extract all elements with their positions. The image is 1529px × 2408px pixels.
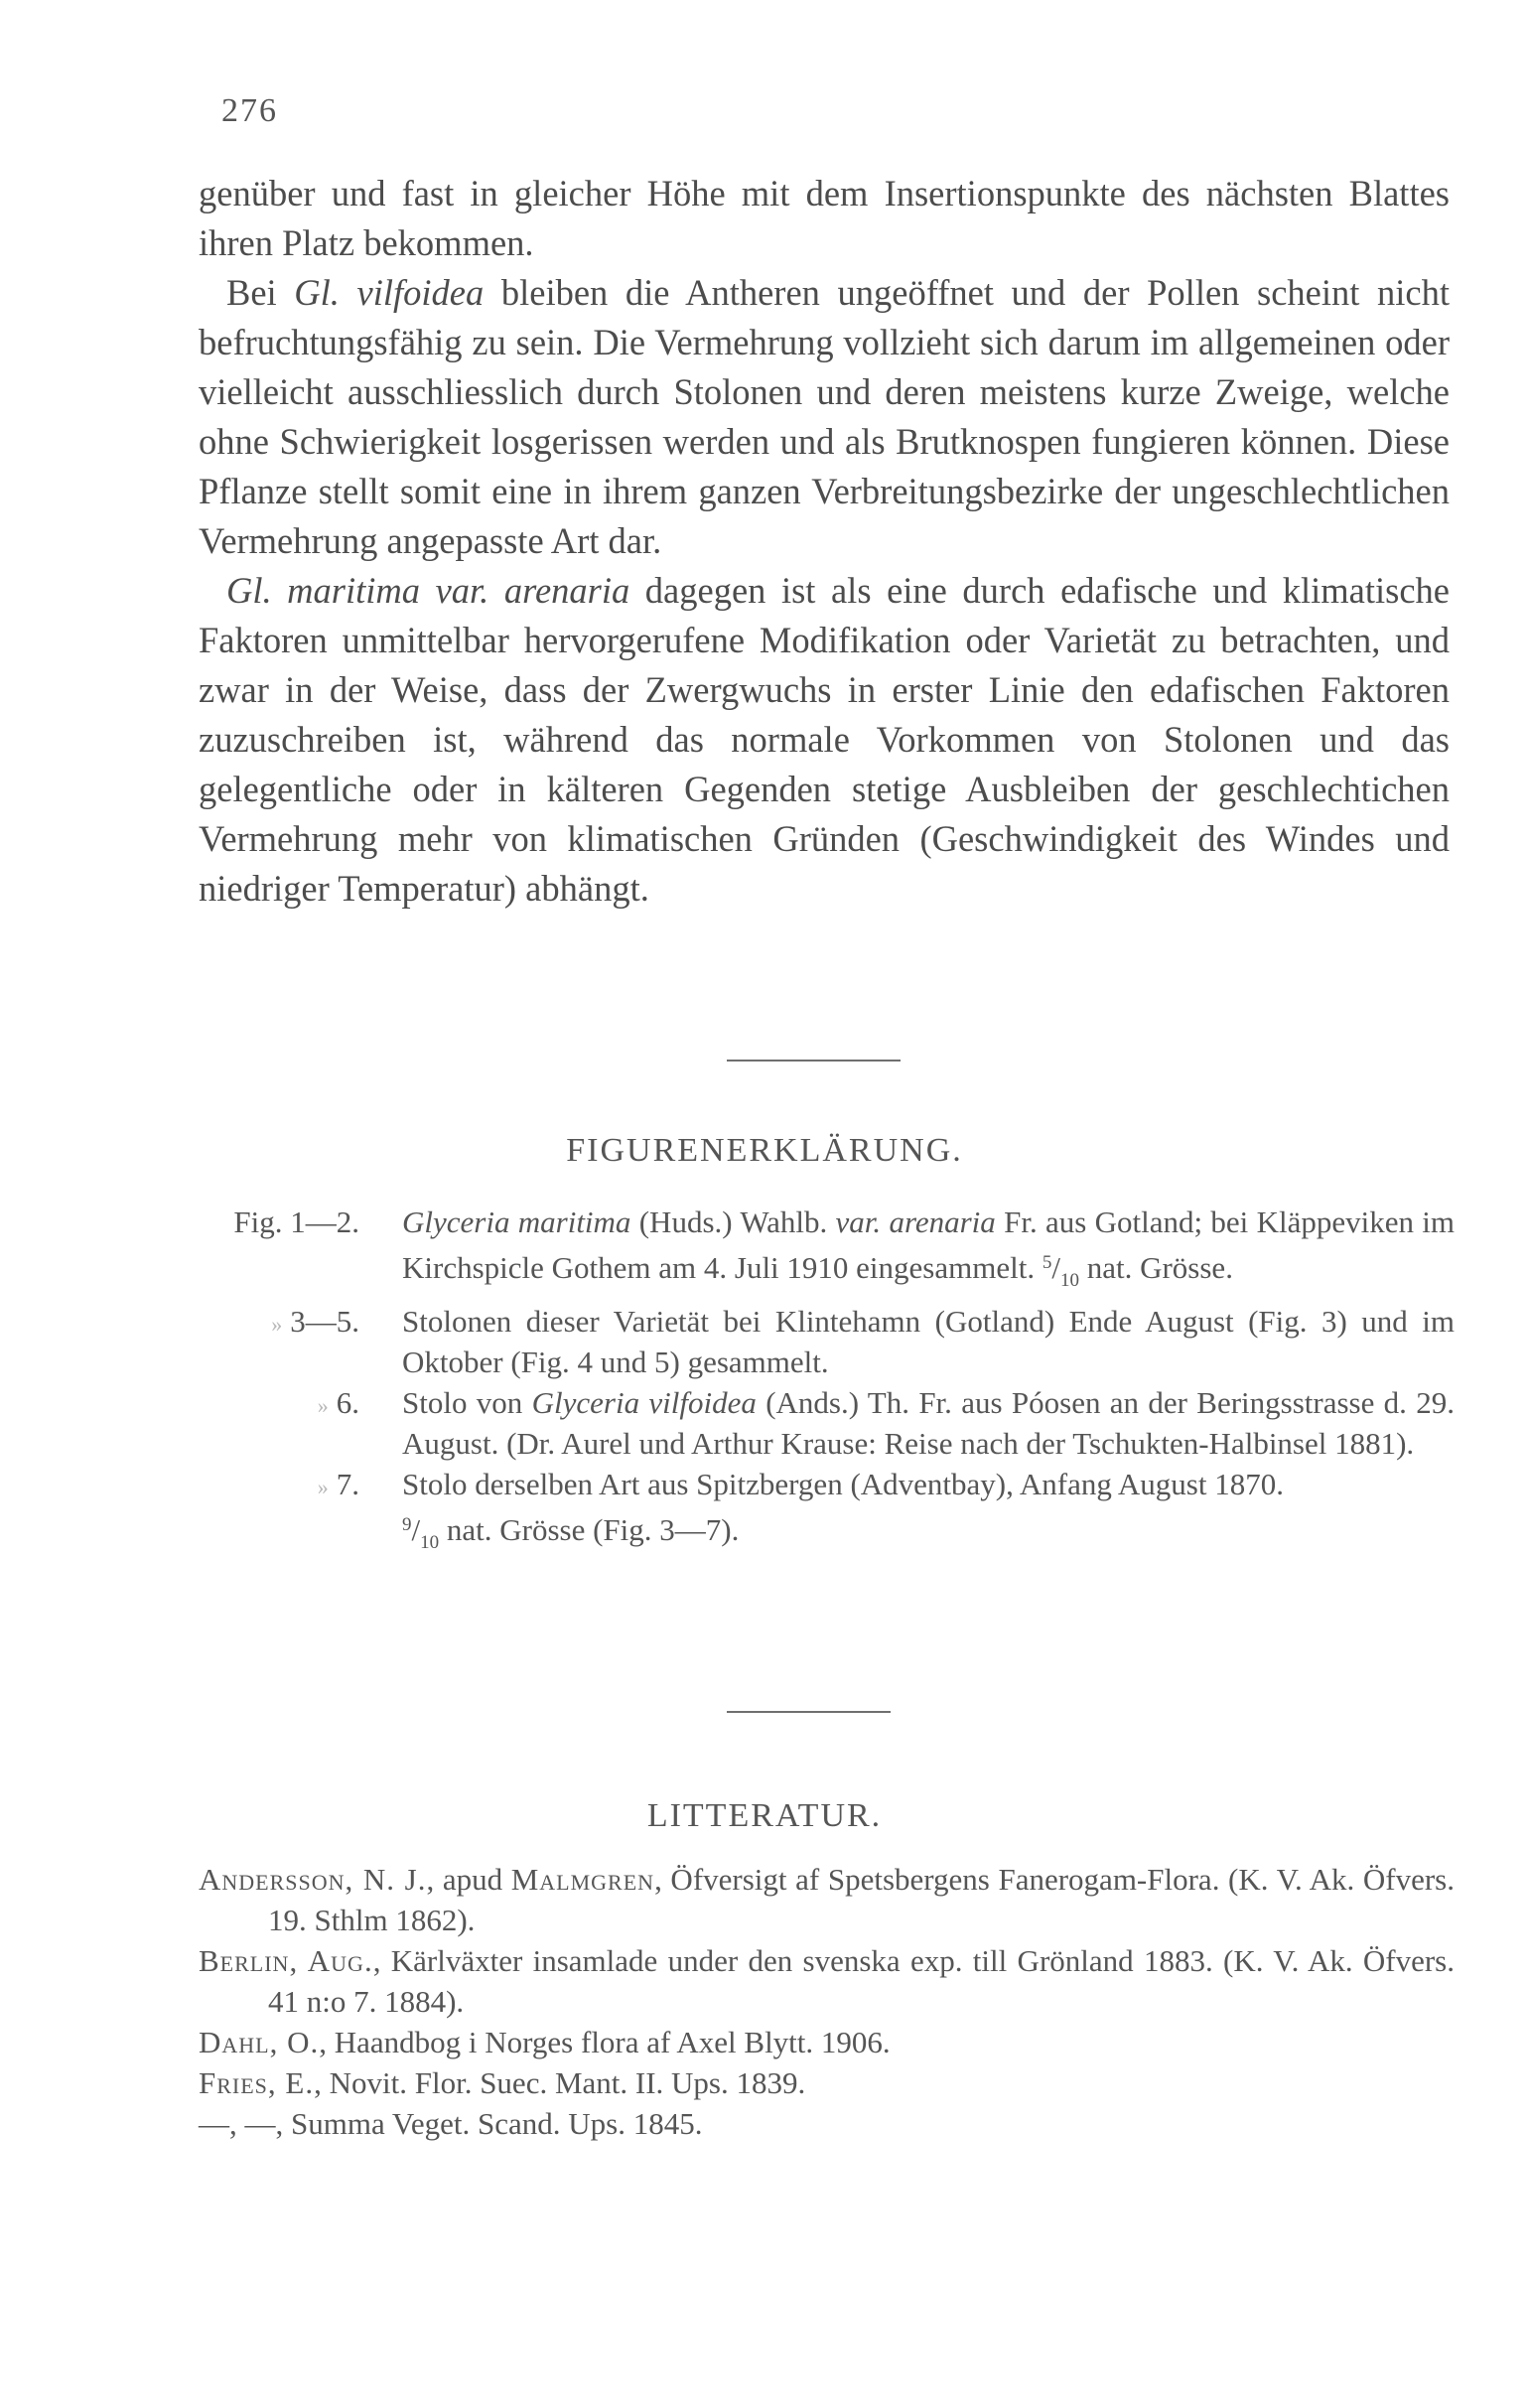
figure-entry: Fig. 1—2. Glyceria maritima (Huds.) Wahlb. var. arenaria Fr. aus Gotland; bei Kläppeviken im Kirchspicle Gothem am 4. Juli 1910 eingesammelt. $^5/_{10}$ nat. Grösse.: [199, 1202, 1455, 1301]
ditto-mark: »: [317, 1393, 329, 1418]
author-name: Dahl, O.: [199, 2025, 320, 2059]
page-number: 276: [221, 92, 278, 129]
paragraph-2: Bei Gl. vilfoidea bleiben die Antheren ungeöffnet und der Pollen scheint nicht befruchtungsfähig zu sein. Die Vermehrung vollzieht sich darum im allgemeinen oder vielleicht ausschliesslich durch Stolonen und deren meistens kurze Zweige, welche ohne Schwierigkeit losgerissen werden und als Brutknospen fungieren können. Diese Pflanze stellt somit eine in ihrem ganzen Verbreitungsbezirke der ungeschlechtlichen Vermehrung angepasste Art dar.: [199, 272, 1450, 561]
figure-entry: » 3—5. Stolonen dieser Varietät bei Klintehamn (Gotland) Ende August (Fig. 3) und im Oktober (Fig. 4 und 5) gesammelt.: [199, 1301, 1455, 1382]
author-name: —, —: [199, 2106, 276, 2141]
figure-label: » 6.: [317, 1385, 359, 1420]
author-name: Fries, E.: [199, 2065, 315, 2100]
species-name: Glyceria vilfoidea: [531, 1385, 757, 1420]
species-name: Gl. vilfoidea: [294, 272, 485, 313]
author-name: Andersson, N. J.: [199, 1862, 427, 1897]
paragraph-1: genüber und fast in gleicher Höhe mit dem Insertionspunkte des nächsten Blattes ihren Platz bekommen.: [199, 173, 1450, 263]
literature-entry: Berlin, Aug., Kärlväxter insamlade under den svenska exp. till Grönland 1883. (K. V. Ak. Öfvers. 41 n:o 7. 1884).: [199, 1943, 1455, 2019]
fraction: $^9/_{10}$: [402, 1512, 440, 1553]
section-divider: [727, 1060, 901, 1062]
literature-heading: LITTERATUR.: [646, 1797, 883, 1834]
ditto-mark: »: [271, 1312, 283, 1337]
figures-heading: FIGURENERKLÄRUNG.: [566, 1132, 963, 1169]
figure-legend: [199, 1202, 1455, 1563]
fraction: $^5/_{10}$: [1042, 1250, 1079, 1291]
literature-list: [199, 1859, 1455, 2144]
ditto-mark: »: [317, 1475, 329, 1499]
section-divider: [727, 1711, 891, 1713]
figure-label: Fig. 1—2.: [233, 1204, 359, 1239]
figure-entry: » 7. Stolo derselben Art aus Spitzbergen (Adventbay), Anfang August 1870. $^9/_{10}$ nat. Grösse (Fig. 3—7).: [199, 1464, 1455, 1563]
author-name: Malmgren: [510, 1862, 655, 1897]
species-name: Glyceria maritima: [402, 1204, 631, 1239]
author-name: Berlin, Aug.: [199, 1943, 373, 1978]
species-name: Gl. maritima var. arenaria: [226, 570, 630, 611]
literature-entry: Andersson, N. J., apud Malmgren, Öfversigt af Spetsbergens Fanerogam-Flora. (K. V. Ak. Öfvers. 19. Sthlm 1862).: [199, 1862, 1455, 1937]
figure-label: » 3—5.: [271, 1304, 359, 1339]
paragraph-3: Gl. maritima var. arenaria dagegen ist als eine durch edafische und klimatische Faktoren unmittelbar hervorgerufene Modifikation oder Varietät zu betrachten, und zwar in der Weise, dass der Zwergwuchs in erster Linie den edafischen Faktoren zuzuschreiben ist, während das normale Vorkommen von Stolonen und das gelegentliche oder in kälteren Gegenden stetige Ausbleiben der geschlechtichen Vermehrung mehr von klimatischen Gründen (Geschwindigkeit des Windes und niedriger Temperatur) abhängt.: [199, 570, 1450, 909]
literature-entry: Fries, E., Novit. Flor. Suec. Mant. II. Ups. 1839.: [199, 2065, 806, 2100]
literature-entry: Dahl, O., Haandbog i Norges flora af Axel Blytt. 1906.: [199, 2025, 891, 2059]
figure-label: » 7.: [317, 1467, 359, 1501]
body-text: [199, 169, 1450, 914]
variety-name: var. arenaria: [835, 1204, 996, 1239]
figure-entry: » 6. Stolo von Glyceria vilfoidea (Ands.) Th. Fr. aus Póosen an der Beringsstrasse d. 29. August. (Dr. Aurel und Arthur Krause: Reise nach der Tschukten-Halbinsel 1881).: [199, 1382, 1455, 1464]
literature-entry: —, —, Summa Veget. Scand. Ups. 1845.: [199, 2106, 703, 2141]
